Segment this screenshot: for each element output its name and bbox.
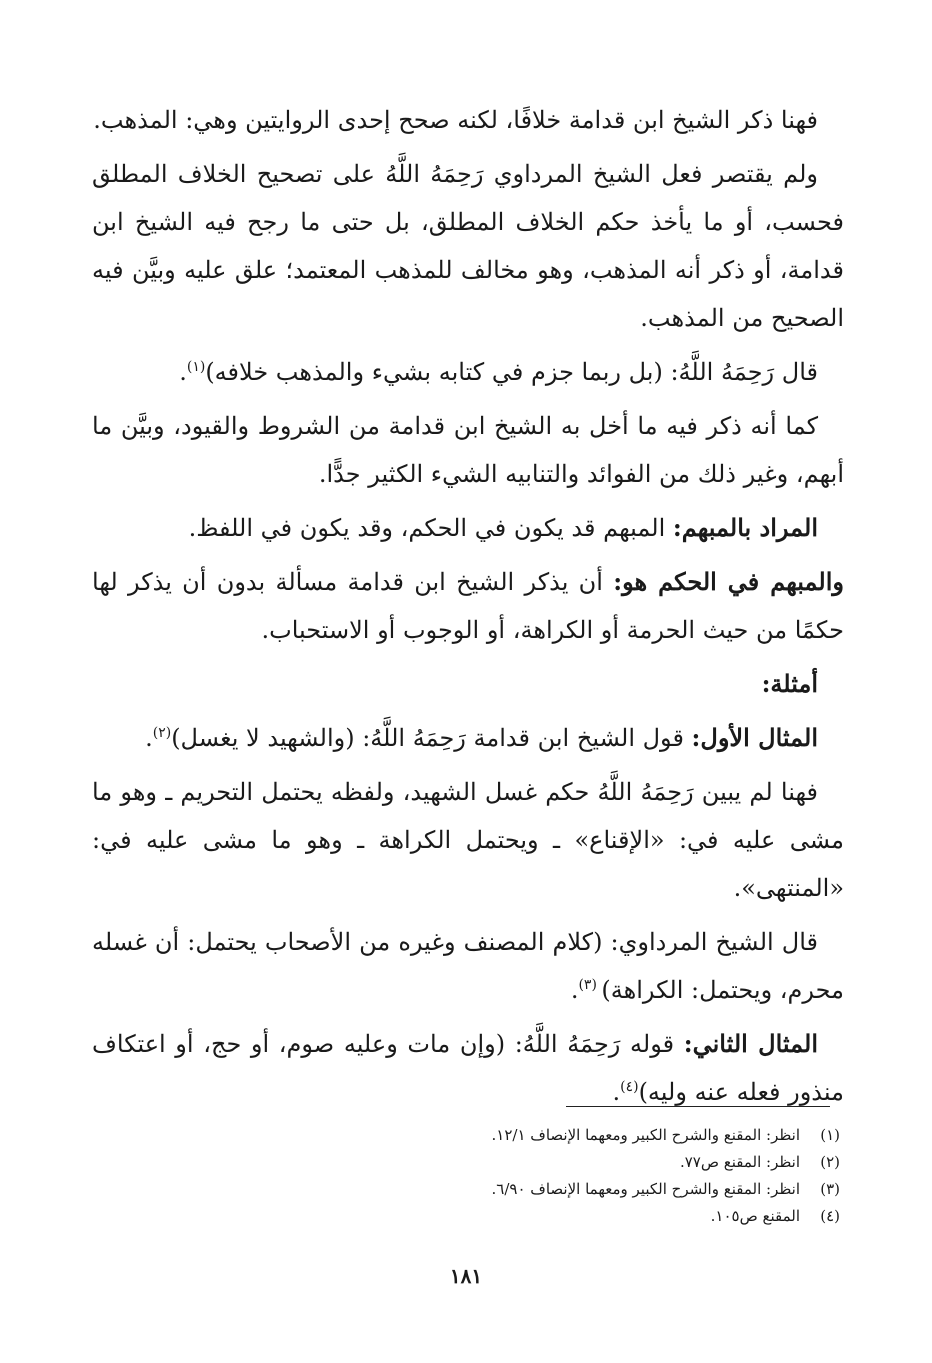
example-text: قوله رَحِمَهُ اللَّهُ: (وإن مات وعليه صوم، أو حج، أو اعتكاف منذور فعله عنه وليه) <box>92 1030 844 1106</box>
paragraph-1: فهنا ذكر الشيخ ابن قدامة خلافًا، لكنه صحح إحدى الروايتين وهي: المذهب. <box>93 106 818 134</box>
footnote-text: انظر: المقنع والشرح الكبير ومعهما الإنصاف ١٢/١. <box>491 1126 800 1144</box>
footnotes <box>300 1122 840 1230</box>
footnote-ref-4[interactable]: (٤) <box>620 1079 639 1095</box>
paragraph-11 <box>92 1020 844 1116</box>
term-label: المراد بالمبهم: <box>672 513 818 542</box>
punct: . <box>570 976 579 1004</box>
example-label: المثال الثاني: <box>683 1029 819 1058</box>
footnote-number: (٢) <box>820 1153 840 1171</box>
footnote-item <box>300 1203 840 1230</box>
footnote-divider <box>566 1106 830 1107</box>
punct: . <box>612 1078 621 1106</box>
paragraph-9: فهنا لم يبين رَحِمَهُ اللَّهُ حكم غسل الشهيد، ولفظه يحتمل التحريم ـ وهو ما مشى عليه في: «الإقناع» ـ ويحتمل الكراهة ـ وهو ما مشى عليه في: «المنتهى». <box>92 778 844 902</box>
paragraph-4: كما أنه ذكر فيه ما أخل به الشيخ ابن قدامة من الشروط والقيود، وبيَّن ما أبهم، وغير ذلك من الفوائد والتنابيه الشيء الكثير جدًّا. <box>92 412 844 488</box>
footnote-number: (١) <box>820 1126 840 1144</box>
main-text <box>92 96 844 1122</box>
paragraph-2: ولم يقتصر فعل الشيخ المرداوي رَحِمَهُ اللَّهُ على تصحيح الخلاف المطلق فحسب، أو ما يأخذ حكم الخلاف المطلق، بل حتى ما رجح فيه الشيخ ابن قدامة، أو ذكر أنه المذهب، وهو مخالف للمذهب المعتمد؛ علق عليه وبيَّن فيه الصحيح من المذهب. <box>92 160 844 332</box>
footnote-number: (٤) <box>820 1207 840 1225</box>
punct: . <box>145 724 153 752</box>
footnote-ref-2[interactable]: (٢) <box>152 725 172 741</box>
footnote-text: المقنع ص١٠٥. <box>710 1207 800 1225</box>
example-text: قول الشيخ ابن قدامة رَحِمَهُ اللَّهُ: (والشهيد لا يغسل) <box>171 724 692 752</box>
term-definition: المبهم قد يكون في الحكم، وقد يكون في اللفظ. <box>188 514 673 542</box>
quote-text: قال رَحِمَهُ اللَّهُ: (بل ربما جزم في كتابه بشيء والمذهب خلافه) <box>205 358 818 386</box>
footnote-number: (٣) <box>820 1180 840 1198</box>
footnote-text: انظر: المقنع ص٧٧. <box>679 1153 800 1171</box>
footnote-ref-3[interactable]: (٣) <box>578 977 602 993</box>
footnote-text: انظر: المقنع والشرح الكبير ومعهما الإنصاف ٦/٩٠. <box>491 1180 800 1198</box>
example-label: المثال الأول: <box>691 723 818 752</box>
examples-heading: أمثلة: <box>761 669 818 698</box>
punct: . <box>179 358 187 386</box>
paragraph-10 <box>92 918 844 1014</box>
term-label: والمبهم في الحكم هو: <box>613 567 844 596</box>
term-definition: أن يذكر الشيخ ابن قدامة مسألة بدون أن يذكر لها حكمًا من حيث الحرمة أو الكراهة، أو الوجوب أو الاستحباب. <box>92 568 844 644</box>
footnote-item <box>300 1176 840 1203</box>
paragraph-5 <box>92 504 844 552</box>
paragraph-8 <box>92 714 844 762</box>
footnote-item <box>300 1122 840 1149</box>
footnote-ref-1[interactable]: (١) <box>186 359 206 375</box>
footnote-item <box>300 1149 840 1176</box>
quote-text: قال الشيخ المرداوي: (كلام المصنف وغيره من الأصحاب يحتمل: أن غسله محرم، ويحتمل: الكراهة) <box>92 928 844 1004</box>
paragraph-6 <box>92 558 844 654</box>
paragraph-3 <box>92 348 844 396</box>
page-number: ١٨١ <box>449 1264 483 1288</box>
